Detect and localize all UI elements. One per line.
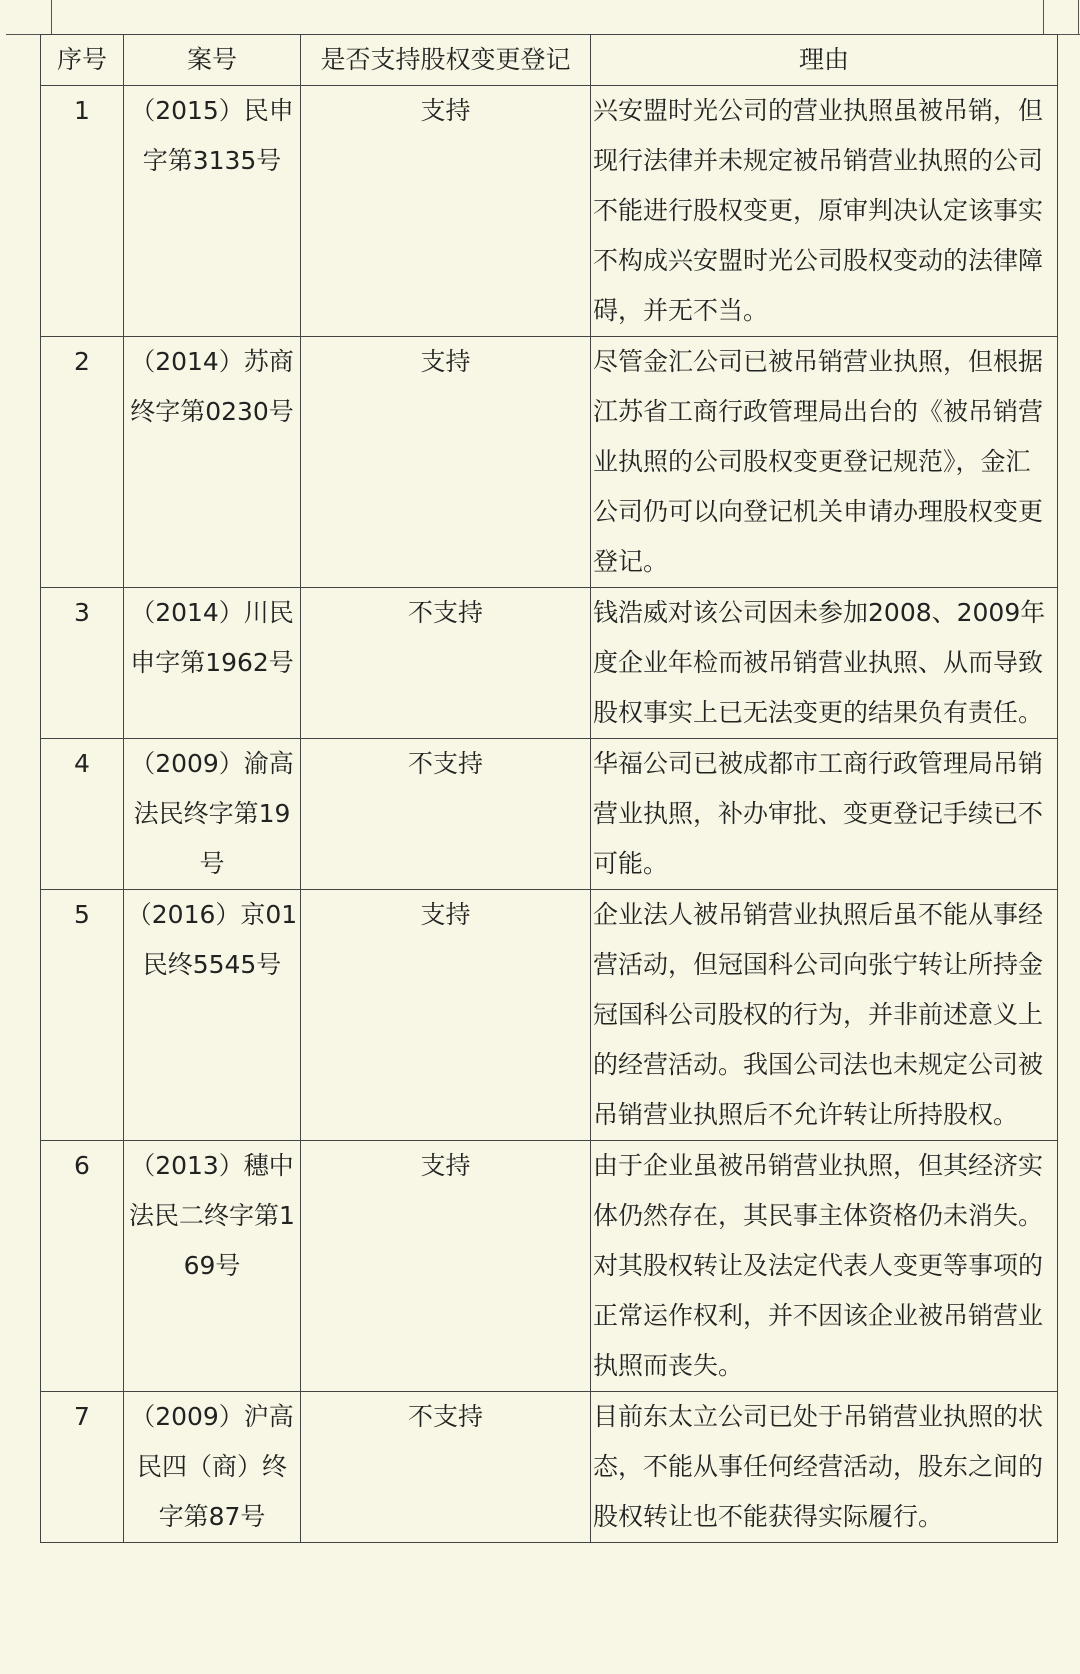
row-no: 4 bbox=[41, 739, 124, 890]
row-no: 6 bbox=[41, 1141, 124, 1392]
table-row bbox=[41, 86, 1058, 337]
row-reason: 由于企业虽被吊销营业执照，但其经济实体仍然存在，其民事主体资格仍未消失。对其股权转让及法定代表人变更等事项的正常运作权利，并不因该企业被吊销营业执照而丧失。 bbox=[591, 1141, 1058, 1392]
row-case: （2015）民申字第3135号 bbox=[124, 86, 301, 337]
row-reason: 华福公司已被成都市工商行政管理局吊销营业执照，补办审批、变更登记手续已不可能。 bbox=[591, 739, 1058, 890]
row-case: （2014）川民申字第1962号 bbox=[124, 588, 301, 739]
row-case: （2014）苏商终字第0230号 bbox=[124, 337, 301, 588]
prev-table-edge-border bbox=[1078, 0, 1079, 34]
prev-table-left-border bbox=[51, 0, 52, 34]
row-no: 2 bbox=[41, 337, 124, 588]
row-support: 支持 bbox=[301, 86, 591, 337]
table-row bbox=[41, 890, 1058, 1141]
row-support: 支持 bbox=[301, 337, 591, 588]
table-row bbox=[41, 588, 1058, 739]
row-support: 支持 bbox=[301, 890, 591, 1141]
row-no: 1 bbox=[41, 86, 124, 337]
row-no: 7 bbox=[41, 1392, 124, 1543]
row-no: 3 bbox=[41, 588, 124, 739]
row-support: 不支持 bbox=[301, 739, 591, 890]
header-support: 是否支持股权变更登记 bbox=[301, 35, 591, 86]
table-row bbox=[41, 739, 1058, 890]
table-row bbox=[41, 1141, 1058, 1392]
table-row bbox=[41, 337, 1058, 588]
row-case: （2016）京01民终5545号 bbox=[124, 890, 301, 1141]
row-case: （2009）渝高法民终字第19号 bbox=[124, 739, 301, 890]
row-reason: 尽管金汇公司已被吊销营业执照，但根据江苏省工商行政管理局出台的《被吊销营业执照的公司股权变更登记规范》，金汇公司仍可以向登记机关申请办理股权变更登记。 bbox=[591, 337, 1058, 588]
table-row bbox=[41, 1392, 1058, 1543]
header-row bbox=[41, 35, 1058, 86]
row-support: 不支持 bbox=[301, 588, 591, 739]
row-reason: 目前东太立公司已处于吊销营业执照的状态，不能从事任何经营活动，股东之间的股权转让也不能获得实际履行。 bbox=[591, 1392, 1058, 1543]
row-reason: 企业法人被吊销营业执照后虽不能从事经营活动，但冠国科公司向张宁转让所持金冠国科公司股权的行为，并非前述意义上的经营活动。我国公司法也未规定公司被吊销营业执照后不允许转让所持股权。 bbox=[591, 890, 1058, 1141]
row-support: 支持 bbox=[301, 1141, 591, 1392]
row-support: 不支持 bbox=[301, 1392, 591, 1543]
header-case: 案号 bbox=[124, 35, 301, 86]
row-case: （2013）穗中法民二终字第169号 bbox=[124, 1141, 301, 1392]
case-table bbox=[40, 34, 1058, 1543]
header-reason: 理由 bbox=[591, 35, 1058, 86]
header-no: 序号 bbox=[41, 35, 124, 86]
row-no: 5 bbox=[41, 890, 124, 1141]
row-case: （2009）沪高民四（商）终字第87号 bbox=[124, 1392, 301, 1543]
prev-table-right-border bbox=[1043, 0, 1044, 34]
row-reason: 钱浩威对该公司因未参加2008、2009年度企业年检而被吊销营业执照、从而导致股权事实上已无法变更的结果负有责任。 bbox=[591, 588, 1058, 739]
row-reason: 兴安盟时光公司的营业执照虽被吊销，但现行法律并未规定被吊销营业执照的公司不能进行股权变更，原审判决认定该事实不构成兴安盟时光公司股权变动的法律障碍，并无不当。 bbox=[591, 86, 1058, 337]
